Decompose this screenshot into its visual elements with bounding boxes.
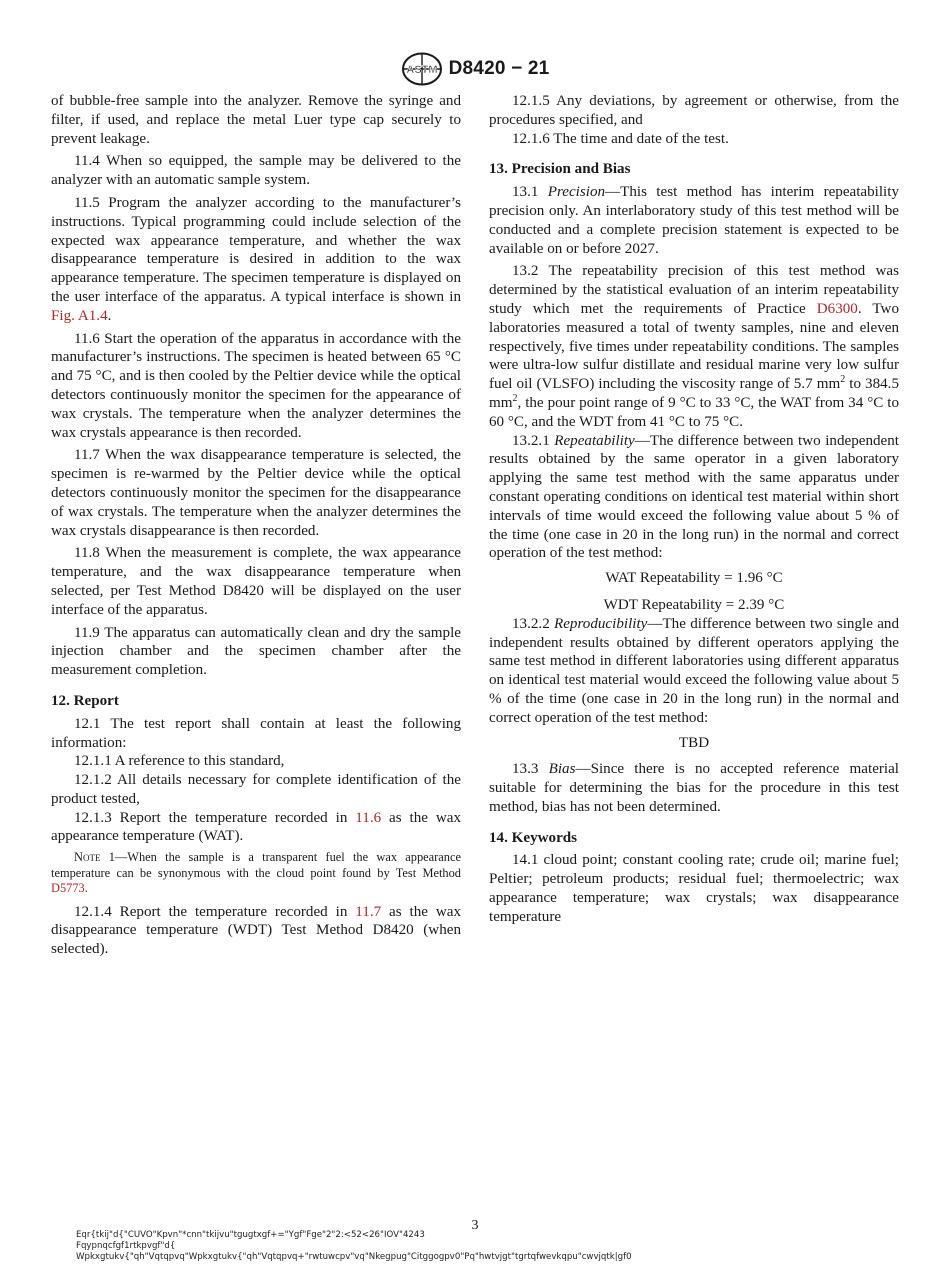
footer-line: Wpkxgtukv{"qh"Vqtqpvq"Wpkxgtukv{"qh"Vqtqpvq+"rwtuwcpv"vq"Nkegpug"Citggogpv0"Pq"hwtvjgt"tgrtqfwevkqpu"cwvjqtk|gf0 [76, 1252, 632, 1262]
paragraph-12-1-3: 12.1.3 Report the temperature recorded in 11.6 as the wax appearance temperature (WAT). [51, 809, 462, 845]
section-heading-precision-bias: 13. Precision and Bias [489, 161, 631, 178]
section-heading-report: 12. Report [51, 692, 119, 709]
svg-text:ASTM: ASTM [406, 64, 438, 76]
paragraph-12-1-4: 12.1.4 Report the temperature recorded in 11.7 as the wax disappearance temperature (WDT) Test Method D8420 (when selected). [51, 903, 462, 958]
paragraph-11-4: 11.4 When so equipped, the sample may be delivered to the analyzer with an automatic sample system. [51, 153, 461, 189]
paragraph-13-2-2: 13.2.2 Reproducibility—The difference between two single and independent results obtained by different operators applying the same test method in different laboratories using different apparatus on identical test material would exceed the following value about 5 % of the time (one case in 20 in the long run) in the normal and correct operation of the test method: [489, 615, 899, 726]
paragraph-11-5: 11.5 Program the analyzer according to the manufacturer’s instructions. Typical programming could include selection of the expected wax appearance temperature, and whether the wax disappearance temperature is desired in addition to the wax appearance temperature. The specimen temperature is displayed on the user interface of the apparatus. A typical interface is shown in Fig. A1.4. [51, 194, 461, 324]
paragraph-12-1-2: 12.1.2 All details necessary for complete identification of the product tested, [51, 772, 461, 807]
paragraph-12-1-1: 12.1.1 A reference to this standard, [74, 753, 285, 770]
paragraph-12-1: 12.1 The test report shall contain at least the following information: [51, 715, 461, 751]
paragraph-continuation: of bubble-free sample into the analyzer. Remove the syringe and filter, if used, and replace the metal Luer type cap securely to prevent leakage. [51, 93, 461, 147]
section-heading-keywords: 14. Keywords [489, 829, 578, 846]
left-column [51, 92, 461, 963]
paragraph-12-1-5: 12.1.5 Any deviations, by agreement or otherwise, from the procedures specified, and [489, 93, 899, 128]
paragraph-11-7: 11.7 When the wax disappearance temperature is selected, the specimen is re-warmed by the Peltier device while the optical detectors continuously monitor the specimen for the disappearance of wax crystals. The temperature when the analyzer determines the wax crystals disappearance is then recorded. [51, 447, 461, 539]
reproducibility-value: TBD [678, 734, 710, 751]
note-1: Note 1—When the sample is a transparent fuel the wax appearance temperature can be synonymous with the cloud point found by Test Method D5773. [51, 850, 461, 896]
link-d6300[interactable]: D6300 [816, 300, 858, 317]
footer-line: Eqr{tkij"d{"CUVO"Kpvn"*cnn"tkijvu"tgugtxgf+="Ygf"Fge"2"2:<52<26"IOV"4243 [76, 1230, 425, 1240]
paragraph-11-9: 11.9 The apparatus can automatically clean and dry the sample injection chamber and the specimen chamber after the measurement completion. [51, 624, 461, 679]
paragraph-13-3: 13.3 Bias—Since there is no accepted reference material suitable for determining the bias for the procedure in this test method, bias has not been determined. [489, 761, 899, 815]
equation-wat-repeatability: WAT Repeatability = 1.96 °C [605, 570, 783, 587]
paragraph-14-1: 14.1 cloud point; constant cooling rate; crude oil; marine fuel; Peltier; petroleum products; residual fuel; thermoelectric; wax appearance temperature; wax crystals; wax disappearance temperature [489, 852, 899, 925]
note-label: Note [74, 850, 101, 865]
link-fig-a1-4[interactable]: Fig. A1.4 [51, 307, 108, 324]
license-footer [76, 1230, 632, 1263]
link-d5773[interactable]: D5773 [51, 881, 85, 896]
paragraph-11-8: 11.8 When the measurement is complete, the wax appearance temperature, and the wax disappearance temperature when selected, per Test Method D8420 will be displayed on the user interface of the apparatus. [51, 545, 461, 618]
paragraph-13-2: 13.2 The repeatability precision of this test method was determined by the statistical evaluation of an interim repeatability study which met the requirements of Practice D6300. Two laboratories measured a total of twenty samples, nine and eleven respectively, five times under repeatability conditions. The samples were ultra-low sulfur distillate and residual marine very low sulfur fuel oil (VLSFO) including the viscosity range of 5.7 $mm^2$ to 384.5 $mm^2$, the pour point range of 9 °C to 33 °C, the WAT from 34 °C to 60 °C, and the WDT from 41 °C to 75 °C. [489, 263, 899, 430]
astm-logo-icon [401, 52, 443, 86]
right-column [489, 92, 899, 931]
link-11-7[interactable]: 11.7 [355, 903, 382, 920]
paragraph-11-6: 11.6 Start the operation of the apparatus in accordance with the manufacturer’s instructions. The specimen is heated between 65 °C and 75 °C, and is then cooled by the Peltier device while the optical detectors continuously monitor the specimen for the appearance of wax crystals. The temperature when the analyzer determines the wax crystals appearance is then recorded. [51, 330, 461, 441]
link-11-6[interactable]: 11.6 [355, 809, 382, 826]
equation-wdt-repeatability: WDT Repeatability = 2.39 °C [603, 596, 785, 613]
page-header [0, 52, 950, 86]
paragraph-12-1-6: 12.1.6 The time and date of the test. [512, 130, 729, 147]
designation-title: D8420 − 21 [448, 58, 550, 79]
paragraph-13-2-1: 13.2.1 Repeatability—The difference between two independent results obtained by the same operator in a given laboratory applying the same test method with the same apparatus under constant operating conditions on identical test material within short intervals of time would exceed the following value about 5 % of the time (one case in 20 in the long run) in the normal and correct operation of the test method: [489, 432, 899, 562]
footer-line: Fqypnqcfgf1rtkpvgf"d{ [76, 1241, 176, 1251]
page-number: 3 [471, 1218, 479, 1233]
paragraph-13-1: 13.1 Precision—This test method has interim repeatability precision only. An interlaboratory study of this test method will be conducted and a complete precision statement is expected to be available on or before 2027. [489, 184, 899, 257]
